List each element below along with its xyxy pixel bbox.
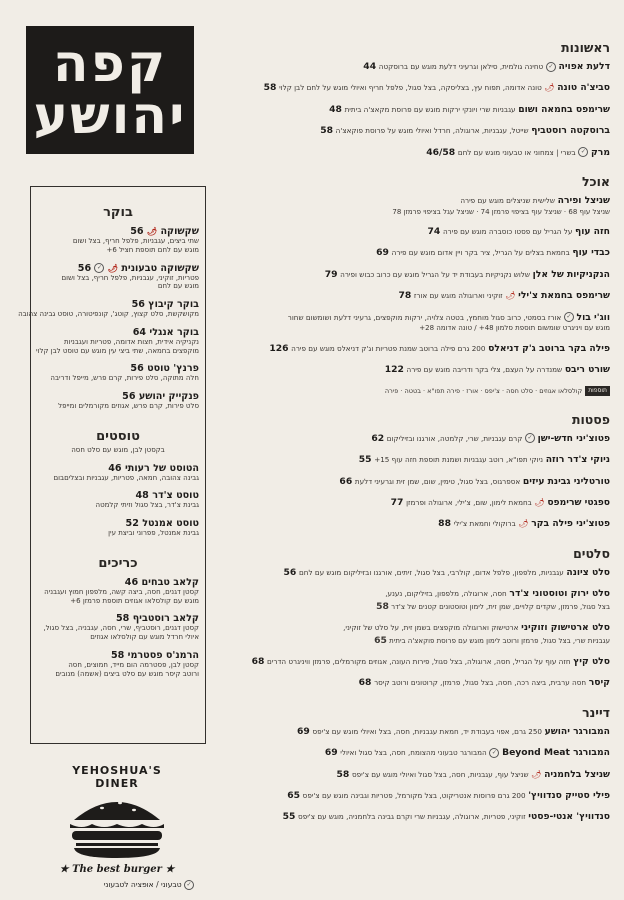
item-description: טחינה גולמית, סילאן וגרעיני דלעת מוגש עם ברוסקטה [378, 62, 544, 71]
item-name: שרימפס בחמאת צ'ילי [518, 290, 610, 302]
item-description: גבינת אמנטל, פפרוני וביצת עין [108, 529, 199, 537]
item-description: בשרי | צמחוני או טבעוני מוגש עם לחם [457, 147, 576, 157]
item-description: בחמאת בצלים על הגריל, ציר בקר ויין אדום מוגש עם פירה [391, 248, 570, 258]
item-price: 46/58 [426, 146, 456, 158]
item-price: 69 [324, 747, 338, 759]
item-description: 200 גרם פילה ברוטב שמנת פטריות וג'ק דניאלס מוגש עם פירה [291, 343, 486, 353]
menu-item [214, 269, 610, 281]
menu-item [37, 613, 199, 642]
item-name: בוקר אנגלי [149, 326, 199, 338]
toasts-subtitle: בקסטן לבן, מוגש עם סלט חסה [71, 445, 165, 454]
diner-badge: YEHOSHUA'S DINER ★ The best burger ★ [52, 764, 182, 874]
item-name: פרנץ' טוסט [147, 363, 199, 375]
menu-item [37, 226, 199, 255]
diner-title: דיינר [582, 704, 610, 720]
item-name: סלט ירוק וטוסטוני צ'דר [509, 588, 610, 600]
item-price: 56 [77, 262, 92, 274]
item-description: 200 גרם פרוסות אנטריקוט, בצל מקורמל, פטריות וגבינה מוגש עם צ'יפס [302, 791, 526, 801]
item-name: טוסט אמנטל [142, 518, 199, 529]
main-menu-column [214, 40, 610, 833]
item-name: המבורגר Beyond Meat [502, 747, 610, 759]
item-description: עגבניות, מלפפון, פלפל אדום, קולרבי, בצל סגול, זיתים, אורגנו ובזיליקום מוגש עם לחם [298, 567, 564, 577]
vegan-icon: ✓ [94, 263, 104, 273]
item-description: קרם עגבניות, שרי, קלמטה, אורגנו ובזיליקום [386, 433, 523, 443]
menu-item [214, 226, 610, 238]
item-price: 56 [131, 299, 145, 310]
item-price: 46 [108, 462, 122, 474]
menu-item [214, 567, 610, 579]
chili-icon: 🌶 [107, 263, 118, 273]
restaurant-logo [26, 26, 194, 154]
menu-item [37, 490, 199, 510]
item-description: ברוקולי וחמאת צ'ילי [453, 519, 516, 529]
item-note: מוגש עם לחם תוספת חציל 6+ [106, 245, 199, 254]
item-price: 78 [398, 290, 412, 302]
sides-tab: תוספות [585, 386, 610, 396]
item-price: 55 [282, 811, 296, 823]
menu-item [214, 433, 610, 445]
vegan-icon: ✓ [564, 312, 574, 322]
menu-item [214, 61, 610, 73]
menu-item [37, 327, 199, 356]
item-description: שלוש נקניקיות בעבודת יד על הגריל מוגש עם כרוב כבוש ופירה [340, 269, 530, 279]
item-name: קלאב רוסטביף [132, 613, 199, 625]
vegan-icon: ✓ [489, 748, 499, 758]
item-name: סלט קיץ [573, 655, 610, 667]
item-price: 122 [384, 363, 404, 375]
item-price: 58 [320, 125, 333, 137]
menu-item [37, 650, 199, 679]
menu-item [37, 577, 199, 606]
sides-row [214, 385, 610, 396]
chili-icon: 🌶 [146, 227, 158, 236]
item-note: מוגש עם קולסלאו אגוזים תוספת פרמזן 6+ [70, 596, 199, 605]
item-description: גבינה צהובה, חמאה, פטריות, עגבניות ובצליםבום [53, 473, 199, 482]
menu-item [214, 588, 610, 613]
item-description: זוקיני וארוגולה מוגש עם אורז [413, 291, 503, 301]
menu-item [214, 312, 610, 334]
item-price: 56 [130, 226, 144, 237]
item-description: שתי ביצים, עגבניות, פלפל חריף, בצל ושום [72, 237, 199, 245]
item-price: 69 [376, 247, 389, 259]
menu-item [18, 299, 199, 319]
item-name: ספגטי שרימפס [547, 496, 610, 508]
chili-icon: 🌶 [505, 291, 516, 301]
item-description: טונה אדומה, תפוח עץ, בצליסקה, בצל סגול, פלפל חריף ואיולי מוגש על לחם לבן קלוי [279, 83, 542, 93]
badge-tagline: The best burger [72, 864, 162, 875]
item-price: 56 [130, 363, 144, 375]
item-name: שניצל בלחמניה [544, 768, 610, 780]
item-description: פטריות, זוקיני, עגבניות, פלפל חריף, בצל ושום [61, 273, 199, 282]
item-description: חזה עוף על הגריל, חסה, ארוגולה, בצל סגול, פירות העונה, אגוזים מקורמלים, פרמזן וויניגרט הדרים [267, 656, 571, 666]
chili-icon: 🌶 [518, 519, 529, 529]
item-description: אספרגוס, בצל סגול, טימין, שום, שמן זית וגרעיני דלעת [354, 476, 521, 486]
item-name: סלט ציונה [566, 566, 610, 578]
legend-text: טבעוני / אופציה לטבעוני [103, 880, 182, 889]
item-name: פילי סטייק סנדוויץ' [528, 790, 610, 802]
item-name: פטוצ'יני פילה בקר [531, 518, 610, 530]
menu-item [214, 476, 610, 488]
starters-title: ראשונות [561, 40, 610, 55]
item-description: 250 גרם, אפוי בעבודת יד, חמאת עגבניות, חסה, בצל ואיולי מוגש עם צ'יפס [312, 726, 542, 736]
menu-item [214, 82, 610, 94]
item-price: 64 [132, 326, 147, 338]
menu-item [214, 518, 610, 530]
menu-item [214, 104, 610, 116]
item-name: טוסט צ'דר [152, 490, 199, 502]
item-price: 58 [115, 613, 130, 625]
vegan-icon: ✓ [546, 62, 556, 72]
item-price: 74 [427, 225, 441, 237]
item-name: קלאב טבחים [141, 576, 199, 588]
menu-item [214, 497, 610, 509]
sides-list: קולסלאו אגוזים · סלט חסה · צ'יפס · אורז · פירה תפו"א · בטטה · פירה [384, 387, 583, 396]
item-name: שרימפס בחמאה ושום [518, 103, 610, 115]
item-name: הרמנ'ס פסטרמי [127, 649, 199, 661]
item-description: ניוקי תפו"א, רוטב עגבניות ושמנת תוספת חזה עוף 15+ [374, 455, 544, 465]
item-name: ברוסקטה רוסטביף [531, 125, 610, 137]
burger-icon [62, 790, 172, 860]
item-price: 68 [358, 677, 372, 689]
item-description: חסה, ארוגולה, מלפפון, בזיליקום, נענע, [385, 589, 507, 599]
item-name: סנדוויץ' אנטי-פסטי [528, 811, 610, 823]
item-price: 68 [251, 655, 265, 667]
menu-item [214, 769, 610, 781]
item-description: שניצל עוף, עגבניות, חסה, בצל סגול ואיולי מוגש עם צ'יפס [351, 769, 529, 779]
item-name: הטוסט של רעותי [124, 462, 199, 474]
logo-line-2: יהושע [33, 86, 187, 146]
menu-item [37, 263, 199, 292]
menu-item [37, 391, 199, 411]
food-title: אוכל [581, 174, 610, 190]
item-description: על הגריל עם פסטו כוסברה מוגש עם פירה [442, 226, 573, 236]
item-price: 65 [287, 790, 300, 802]
item-price: 65 [374, 634, 387, 646]
menu-item [214, 125, 610, 137]
menu-item [214, 343, 610, 355]
item-description: סלט פירות, קרם פרש, אגוזים מקורמלים ומייפל [58, 402, 199, 410]
item-description: קסטן דגנים, רוסטביף, שרי, חסה, עגבניה, בצל סגול, [43, 624, 199, 633]
vegan-icon: ✓ [525, 433, 535, 443]
item-price: 58 [110, 649, 125, 661]
item-name: דלעת אפויה [558, 61, 610, 72]
item-note: מוגש עם לחם [157, 282, 199, 291]
item-description: קסטן לבן, פסטרמה הום מייד, חמוצים, חסה [68, 660, 199, 669]
badge-title: YEHOSHUA'S DINER [72, 764, 162, 790]
item-price: 88 [438, 518, 451, 530]
item-description: גבינת צ'דר, בצל סגול וזיתי קלמטה [95, 501, 199, 510]
item-name: קיסר [588, 677, 610, 689]
menu-item [214, 622, 610, 647]
item-description: חסה ערבית, ביצה רכה, חסה, בצל סגול, פרמזן, קרוטונים ורוטב קיסר [374, 678, 587, 688]
item-price: 79 [324, 268, 338, 280]
menu-item [37, 518, 199, 538]
menu-item [37, 463, 199, 483]
item-price: 52 [125, 518, 139, 529]
pasta-title: פסטות [571, 411, 610, 427]
menu-item [214, 290, 610, 302]
item-description: חלה מתוקה, סלט פירות, קרם פרש, מייפל ודריבה [50, 374, 199, 383]
sandwiches-title: כריכים [98, 555, 138, 571]
menu-item [214, 247, 610, 259]
item-name: שקשוקה [160, 226, 199, 237]
menu-item [214, 656, 610, 668]
item-name: ניוקי צ'דר רוזה [545, 454, 610, 466]
item-name: הנקניקיות של אלן [532, 268, 610, 280]
item-description: זוקיני, פטריות, ארוגולה, עגבניות שרי וקרם גבינה בלחמניה, מוגש עם צ'יפס [298, 812, 526, 822]
item-description: נקניקיה אידית, חצות אדומה, פטריות ועגבניות [63, 337, 199, 346]
item-name: בוקר קיבוץ [148, 299, 199, 310]
toasts-title: טוסטים [96, 428, 140, 444]
item-price: 55 [358, 454, 372, 466]
item-name: שורט ריבס [564, 363, 610, 375]
salads-title: סלטים [573, 545, 610, 561]
item-description: שלישית שניצלים מוגש עם פירה [460, 196, 555, 206]
chili-icon: 🌶 [531, 769, 542, 779]
menu-item [214, 747, 610, 759]
item-name: פילה בקר ברוטב ג'ק דניאלס [488, 342, 610, 354]
chili-icon: 🌶 [544, 83, 555, 93]
vegan-legend [54, 880, 194, 890]
item-price: 58 [376, 600, 389, 612]
item-description: עגבניות שרי ויונקי ירקות מוגש עם פרוסת מקאצ'ה ביתית [344, 104, 516, 114]
item-name: סלט ארטישוק וזוקיני [521, 622, 610, 634]
item-price: 46 [124, 576, 139, 588]
menu-item [214, 811, 610, 823]
item-name: ווג'י בול [576, 311, 610, 323]
item-name: חזה עוף [575, 225, 610, 237]
item-name: המבורגר יהושע [544, 725, 610, 737]
menu-item [214, 677, 610, 689]
menu-item [214, 454, 610, 466]
vegan-icon: ✓ [184, 880, 194, 890]
item-name: פנקייק יהושע [138, 391, 199, 402]
item-description: בחמאת לימון, שום, צ'ילי, ארוגולה ופרמזן [406, 497, 532, 507]
item-name: מרק [591, 146, 610, 158]
menu-item [214, 364, 610, 376]
menu-item [214, 790, 610, 802]
item-name: פטוצ'יני חדש-ישן [537, 432, 610, 444]
item-price: 69 [297, 725, 310, 737]
breakfast-toasts-sandwiches-box [18, 186, 206, 744]
item-price: 66 [339, 475, 353, 487]
item-description: שמנדרה על העצם, צלי בקר ודריבה מוגש עם פירה [406, 364, 563, 374]
item-price: 58 [336, 768, 350, 780]
item-description: קסטן דגנים, חסה, ביצה קשה, מלפפון חמוץ ועגבניה [44, 587, 199, 596]
item-price: 48 [135, 490, 149, 502]
menu-item [37, 363, 199, 383]
item-name: טורטליני גבינת עיזים [522, 475, 610, 487]
item-description-2: בצל סגול, פרמזן, שקדים קלויים, שמן זית, לימון וטוסטונים קטנים של צ'דר [391, 602, 610, 611]
breakfast-title: בוקר [103, 205, 133, 220]
vegan-icon: ✓ [578, 147, 588, 157]
menu-item [214, 195, 610, 217]
item-name: שקשוקה טבעונית [121, 262, 199, 274]
item-price: 62 [371, 432, 385, 444]
item-price: 126 [269, 342, 289, 354]
item-variants: שניצל עוף 68 · שניצל עוף בציפוי פרמזן 74 · שניצל עגל בציפוי פרמזן 78 [392, 207, 610, 216]
item-name: שניצל ופירה [557, 195, 610, 207]
item-description: מקושקשת, סלט קצוץ, קוטג', קונפיטורה, טוסט גבינה צהובה [18, 310, 199, 318]
item-price: 58 [263, 82, 277, 94]
item-price: 44 [363, 61, 377, 72]
item-description: אורז בסמטי, כרוב סגול מוחמץ, בטטה צלויה, ירקות מוקפצים, גרעיני דלעת ושומשום שחור [287, 312, 562, 322]
item-name: סביצ'ה טונה [557, 82, 610, 94]
item-description: שייטל, עגבניות, ארוגולה, חרדל ואיולי מוגש על פרוסת פוקאצ'ה [335, 126, 529, 136]
item-note: ורוטב קיסר מוגש עם סלט ביצים (אשמה) מנובים [55, 669, 199, 678]
item-price: 56 [283, 566, 297, 578]
logo-line-1: קפה [52, 34, 168, 94]
item-description-2: עגבניות שרי, בצל סגול, פרמזן ורוטב לימון מוגש עם פרוסת פוקאצ'ה ביתית [389, 636, 610, 645]
item-description: המבורגר טבעוני מהצומח, חסה, בצל סגול ואיולי [340, 748, 487, 758]
chili-icon: 🌶 [534, 497, 545, 507]
item-note: איולי חרדל מוגש עם קולסלאו אגוזים [90, 633, 199, 641]
menu-item [214, 726, 610, 738]
item-extras: מוגש עם ויניגרט שומשום תוספת סלמון 48+ / טונה אדומה 28+ [419, 324, 610, 333]
item-price: 48 [329, 103, 342, 115]
item-price: 77 [390, 496, 404, 508]
item-price: 56 [122, 391, 136, 402]
item-name: כבדי עוף [572, 247, 610, 259]
item-description: ארטישוק וארוגולה מוקפצים בשמן זית, על סלט של זוקיני, [343, 623, 519, 633]
item-note: מוקפצים בחמאה, שתי ביצי עין מוגש עם טוסט לבן קלוי [36, 346, 199, 355]
menu-item [214, 147, 610, 159]
